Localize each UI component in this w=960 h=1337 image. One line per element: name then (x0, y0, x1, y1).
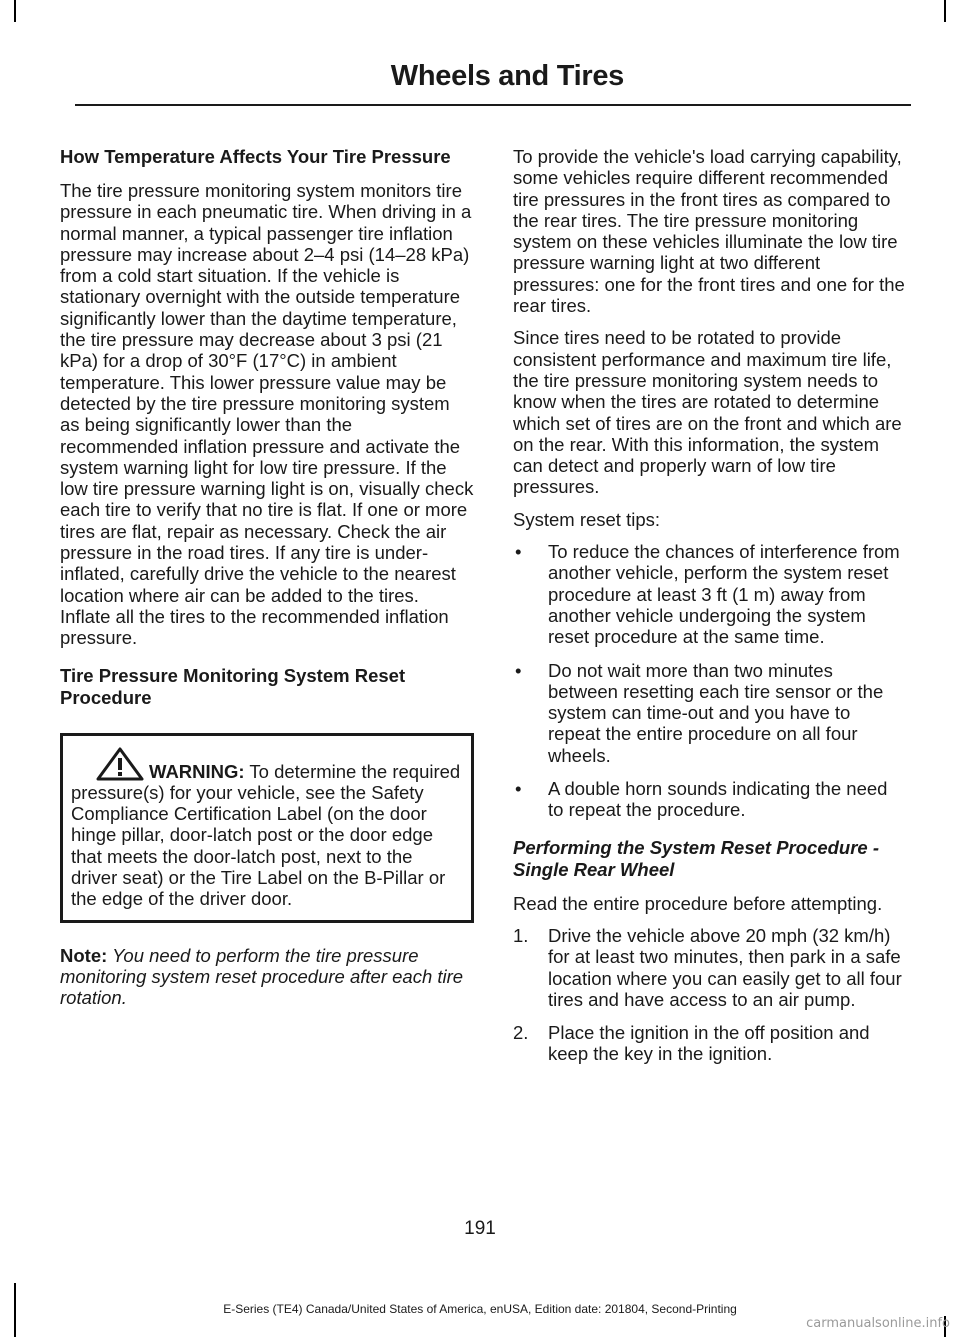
watermark[interactable]: carmanualsonline.info (806, 1316, 950, 1331)
section-heading-reset-procedure: Tire Pressure Monitoring System Reset Procedure (60, 664, 406, 708)
list-item: • To reduce the chances of interference from another vehicle, perform the system reset procedure at least 3 ft (1 m) away from another vehicle undergoing the system reset procedure at the same time. (515, 541, 900, 648)
rotation-paragraph: Since tires need to be rotated to provide consistent performance and maximum tire life, the tire pressure monitoring system needs to know when the tires are rotated to determine which set of tires are on the front and which are on the rear. With this information, the system can detect and properly warn of low tire pressures. (513, 327, 902, 498)
right-column (513, 146, 907, 1077)
list-item: 2. Place the ignition in the off position and keep the key in the ignition. (513, 1022, 870, 1065)
temperature-paragraph: The tire pressure monitoring system monitors tire pressure in each pneumatic tire. When driving in a normal manner, a typical passenger tire inflation pressure may increase about 2–4 psi (14–28 kPa) from a cold start situation. If the vehicle is stationary overnight with the outside temperature significantly lower than the daytime temperature, the tire pressure may decrease about 3 psi (21 kPa) for a drop of 30°F (17°C) in ambient temperature. This lower pressure value may be detected by the tire pressure monitoring system as being significantly lower than the recommended inflation pressure and activate the system warning light for low tire pressure. If the low tire pressure warning light is on, visually check each tire to verify that no tire is flat. If one or more tires are flat, repair as necessary. Check the air pressure in the road tires. If any tire is under-inflated, carefully drive the vehicle to the nearest location where air can be added to the tires. Inflate all the tires to the recommended inflation pressure. (60, 180, 474, 649)
reset-tips-list (513, 541, 907, 821)
list-item: • Do not wait more than two minutes between resetting each tire sensor or the system can time-out and you have to repeat the entire procedure on all four wheels. (515, 659, 884, 766)
warning-text: To determine the required pressure(s) for your vehicle, see the Safety Compliance Certification Label (on the door hinge pillar, door-latch post or the door edge that meets the door-latch post, next to the driver seat) or the Tire Label on the B-Pillar or the edge of the driver door. (71, 760, 461, 910)
reset-tips-intro: System reset tips: (513, 508, 661, 530)
page-title: Wheels and Tires (390, 60, 624, 92)
warning-label: WARNING: (149, 760, 245, 782)
warning-box (60, 733, 474, 923)
bullet-icon: • (515, 541, 522, 563)
crop-mark-top-right (944, 0, 946, 22)
list-item: • A double horn sounds indicating the need to repeat the procedure. (515, 778, 888, 821)
note (60, 945, 474, 1009)
list-item: 1. Drive the vehicle above 20 mph (32 km/h) for at least two minutes, then park in a safe location where you can easily get to all four tires and have access to an air pump. (513, 924, 902, 1010)
section-heading-temperature: How Temperature Affects Your Tire Pressure (60, 146, 451, 167)
footer-edition-info: E-Series (TE4) Canada/United States of America, enUSA, Edition date: 201804, Second-Printing (223, 1302, 737, 1316)
procedure-steps (513, 925, 907, 1065)
header-divider (75, 104, 911, 106)
bullet-icon: • (515, 778, 522, 800)
left-column (60, 146, 474, 1020)
crop-mark-top-left (14, 0, 16, 22)
page-number: 191 (464, 1218, 496, 1239)
procedure-intro: Read the entire procedure before attempting. (513, 892, 883, 914)
note-label: Note: (60, 944, 108, 966)
warning-triangle-icon (95, 746, 145, 782)
bullet-icon: • (515, 659, 522, 681)
load-capability-paragraph: To provide the vehicle's load carrying capability, some vehicles require different recommended tire pressures in the front tires as compared to the rear tires. The tire pressure monitoring system on these vehicles illuminate the low tire pressure warning light at two different pressures: one for the front tires and one for the rear tires. (513, 146, 905, 317)
note-text: You need to perform the tire pressure monitoring system reset procedure after each tire rotation. (60, 944, 464, 1009)
section-heading-single-rear-wheel: Performing the System Reset Procedure - Single Rear Wheel (513, 836, 879, 880)
